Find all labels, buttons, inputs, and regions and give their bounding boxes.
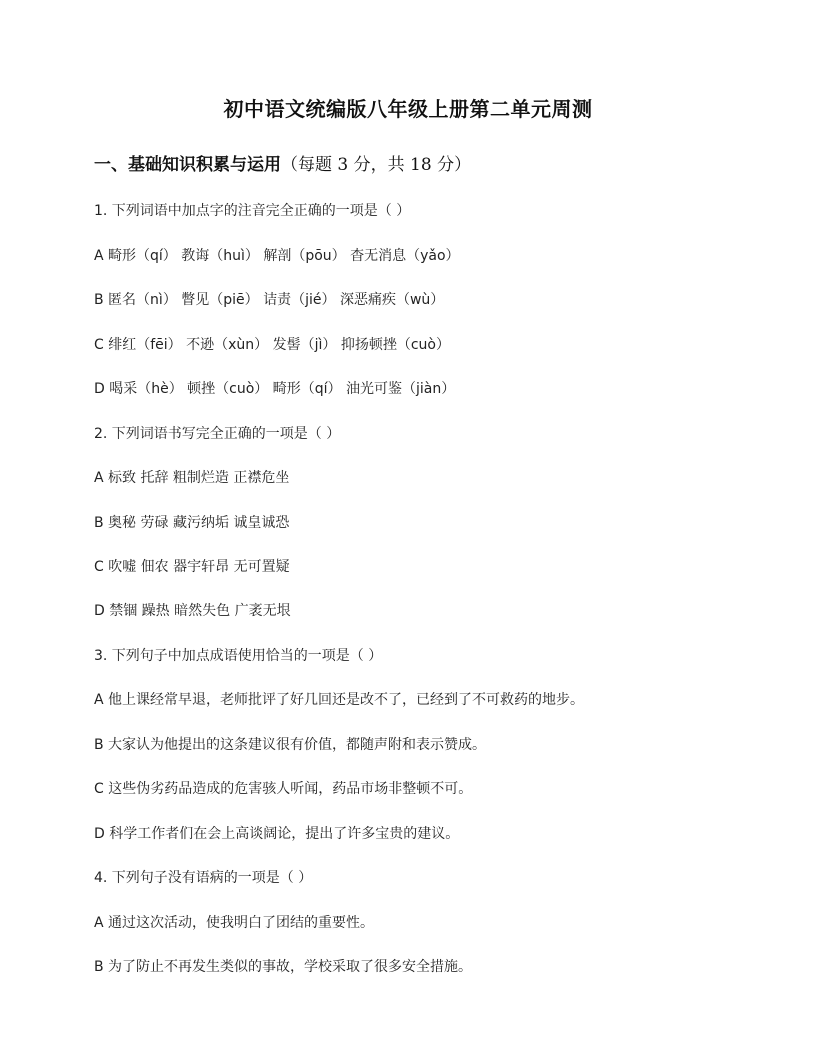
question-3-option-d: D 科学工作者们在会上高谈阔论，提出了许多宝贵的建议。 [94,826,460,842]
question-2-option-a: A 标致 托辞 粗制烂造 正襟危坐 [94,470,290,486]
question-4-option-a: A 通过这次活动，使我明白了团结的重要性。 [94,915,375,931]
question-2-option-b: B 奥秘 劳碌 藏污纳垢 诚皇诚恐 [94,515,290,531]
question-3-option-a: A 他上课经常早退，老师批评了好几回还是改不了，已经到了不可救药的地步。 [94,692,585,708]
section-heading [94,150,471,175]
question-1-option-c: C 绯红（fēi） 不逊（xùn） 发髻（jì） 抑扬顿挫（cuò） [94,337,450,353]
question-3-option-b: B 大家认为他提出的这条建议很有价值，都随声附和表示赞成。 [94,737,487,753]
question-2-option-d: D 禁锢 躁热 暗然失色 广袤无垠 [94,603,291,619]
question-4-stem: 4. 下列句子没有语病的一项是（ ） [94,870,313,886]
question-2-option-c: C 吹嘘 佃农 器宇轩昂 无可置疑 [94,559,290,575]
question-1-option-b: B 匿名（nì） 瞥见（piē） 诘责（jié） 深恶痛疾（wù） [94,292,445,308]
question-3-option-c: C 这些伪劣药品造成的危害骇人听闻，药品市场非整顿不可。 [94,781,473,797]
question-4-option-b: B 为了防止不再发生类似的事故，学校采取了很多安全措施。 [94,959,473,975]
question-1-option-d: D 喝采（hè） 顿挫（cuò） 畸形（qí） 油光可鉴（jiàn） [94,381,456,397]
question-1-stem: 1. 下列词语中加点字的注音完全正确的一项是（ ） [94,203,411,219]
question-2-stem: 2. 下列词语书写完全正确的一项是（ ） [94,426,341,442]
section-score-note: （每题 3 分，共 18 分） [281,155,472,175]
question-1-option-a: A 畸形（qí） 教诲（huì） 解剖（pōu） 杳无消息（yǎo） [94,248,460,264]
page-title: 初中语文统编版八年级上册第二单元周测 [223,97,593,121]
question-3-stem: 3. 下列句子中加点成语使用恰当的一项是（ ） [94,648,383,664]
section-heading-text: 一、基础知识积累与运用 [94,155,281,175]
